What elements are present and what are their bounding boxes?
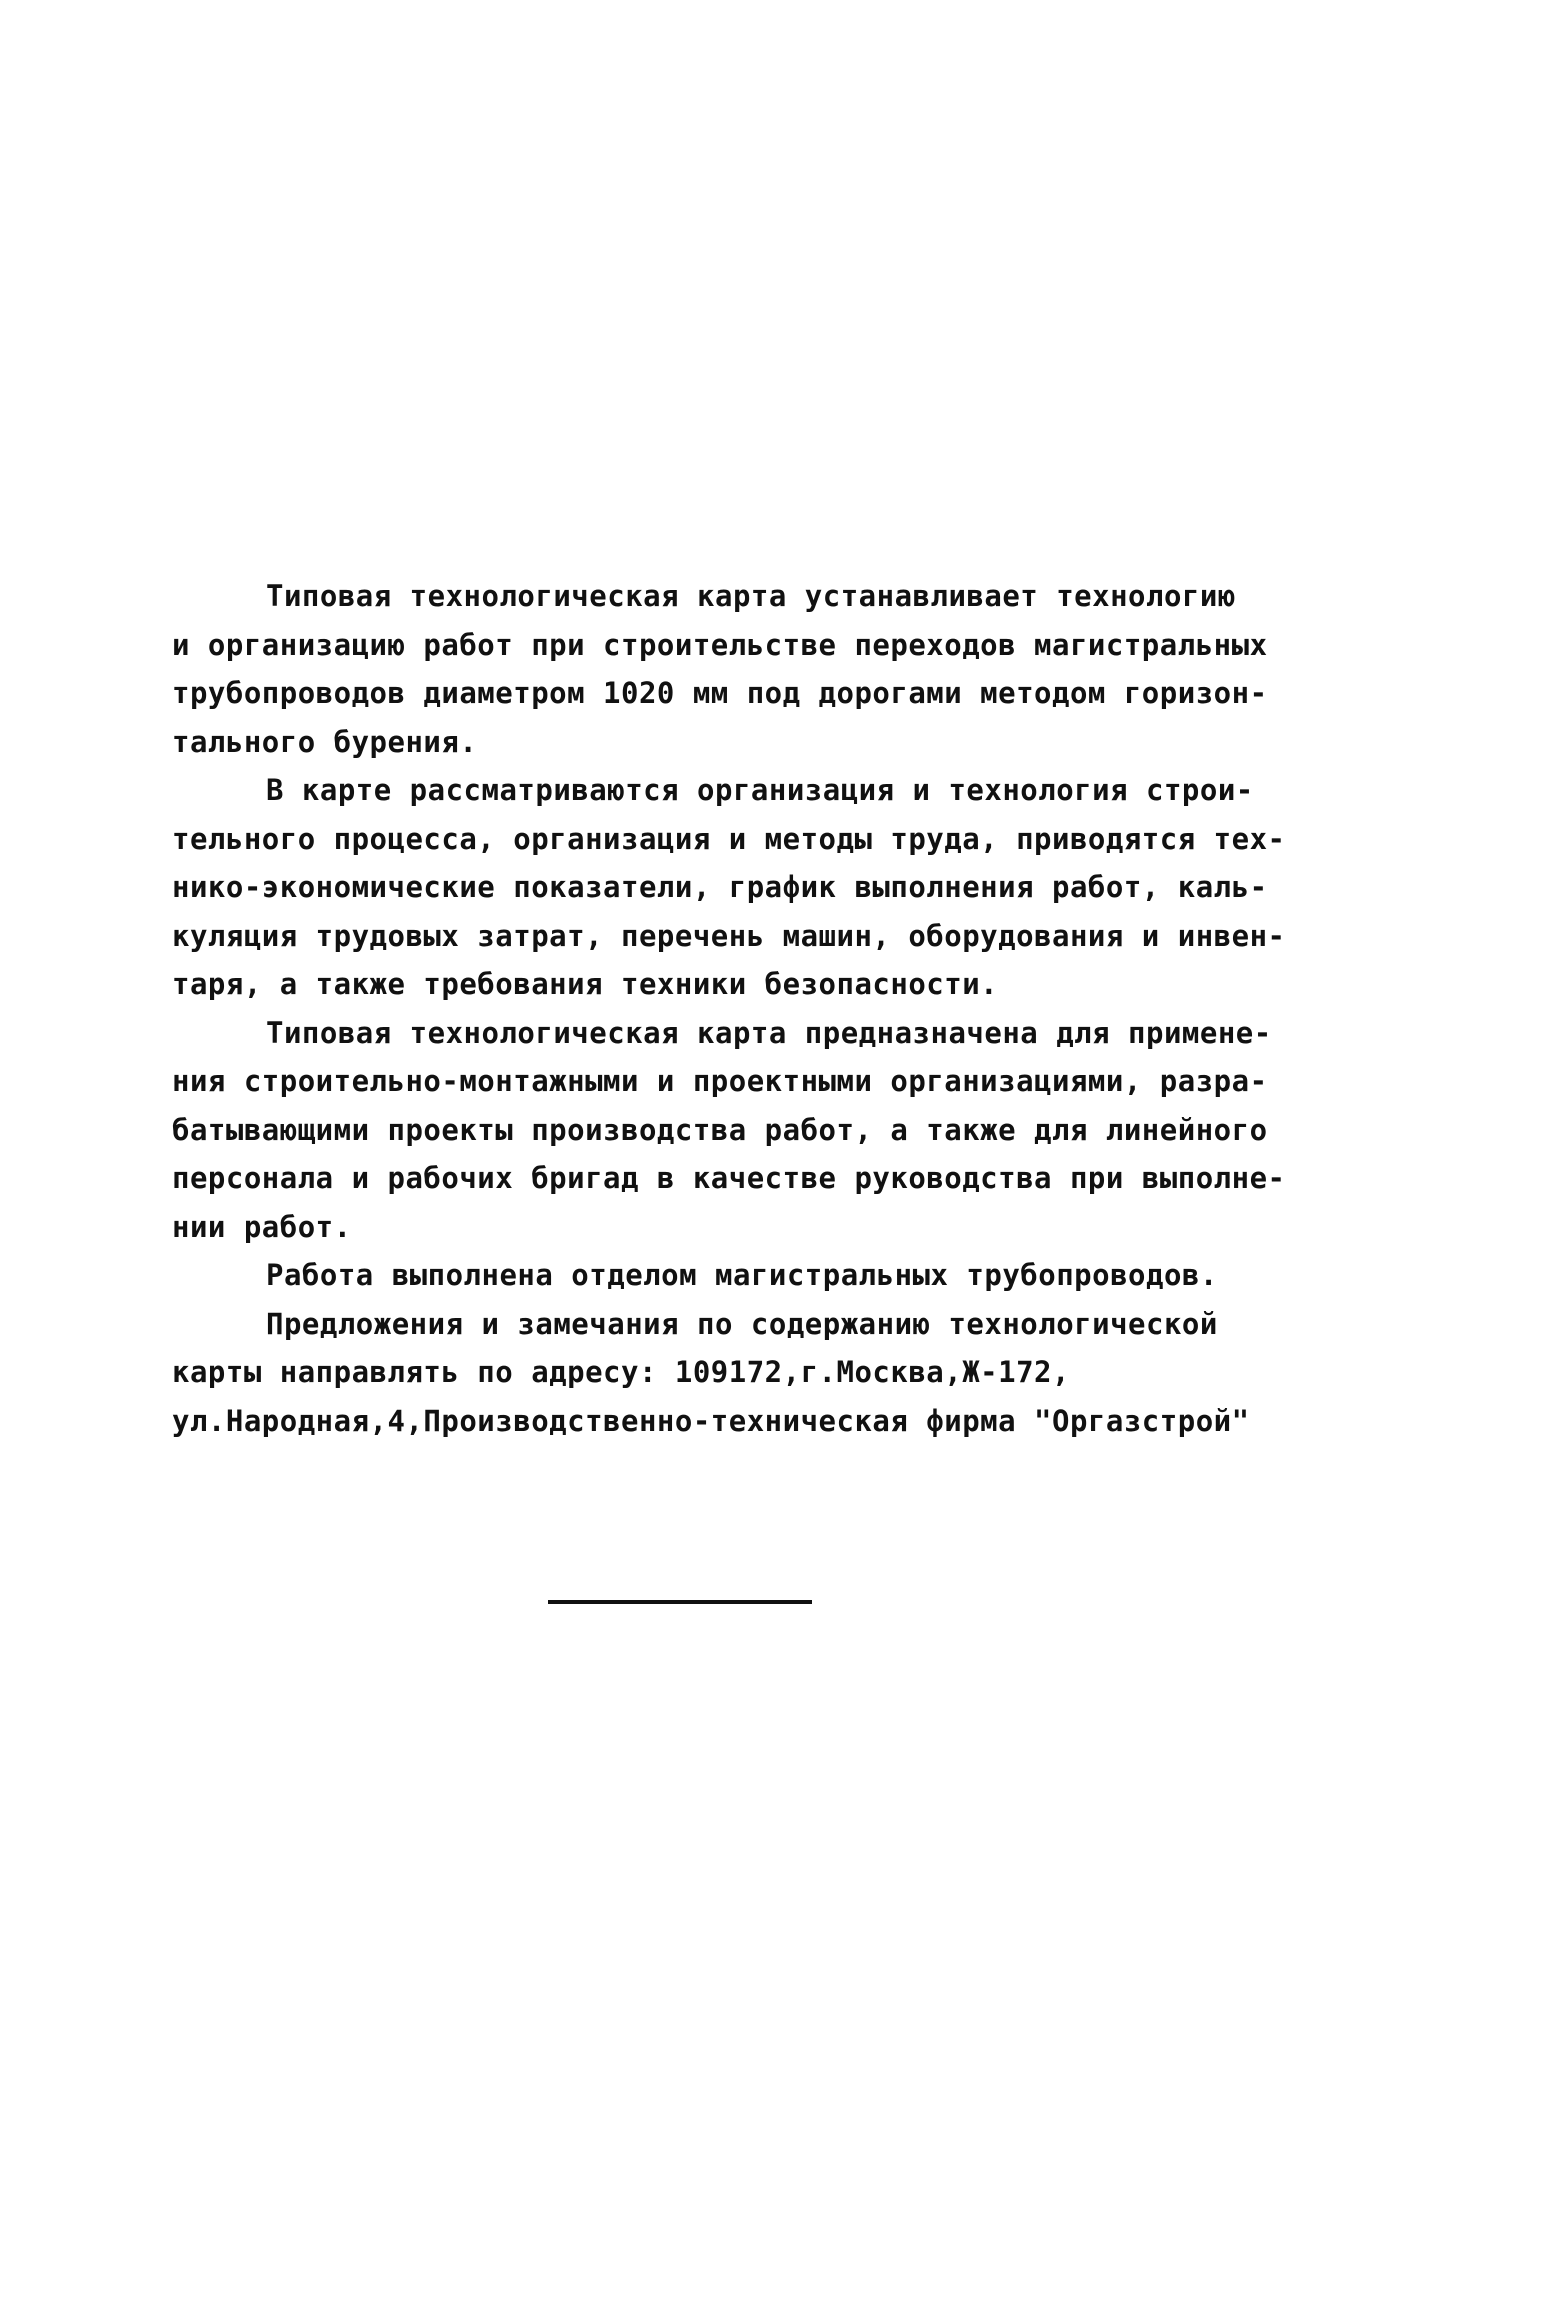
document-body (172, 572, 1412, 1445)
paragraph-1-line-4: тального бурения. (172, 724, 478, 759)
paragraph-5-line-2: карты направлять по адресу: 109172,г.Москва,Ж-172, (172, 1355, 1070, 1389)
paragraph-5-line-3: ул.Народная,4,Производственно-техническая фирма "Оргазстрой" (172, 1403, 1250, 1438)
paragraph-3-line-5: нии работ. (172, 1209, 352, 1244)
paragraph-2-line-3: нико-экономические показатели, график выполнения работ, каль- (172, 870, 1268, 904)
divider-line (548, 1600, 812, 1604)
paragraph-3-line-1: Типовая технологическая карта предназначена для примене- (266, 1015, 1272, 1050)
paragraph-2-line-4: куляция трудовых затрат, перечень машин, оборудования и инвен- (172, 918, 1286, 953)
paragraph-1-line-1: Типовая технологическая карта устанавливает технологию (266, 579, 1236, 613)
paragraph-5-line-1: Предложения и замечания по содержанию технологической (266, 1306, 1218, 1341)
paragraph-3-line-4: персонала и рабочих бригад в качестве руководства при выполне- (172, 1161, 1286, 1195)
paragraph-3-line-3: батывающими проекты производства работ, а также для линейного (172, 1112, 1268, 1147)
paragraph-2-line-2: тельного процесса, организация и методы труда, приводятся тех- (172, 821, 1286, 856)
paragraph-3-line-2: ния строительно-монтажными и проектными организациями, разра- (172, 1064, 1268, 1098)
paragraph-2-line-1: В карте рассматриваются организация и технология строи- (266, 773, 1254, 807)
paragraph-1-line-2: и организацию работ при строительстве переходов магистральных (172, 627, 1268, 662)
paragraph-1-line-3: трубопроводов диаметром 1020 мм под дорогами методом горизон- (172, 676, 1268, 710)
paragraph-2-line-5: таря, а также требования техники безопасности. (172, 967, 999, 1001)
paragraph-4-line-1: Работа выполнена отделом магистральных трубопроводов. (266, 1258, 1218, 1292)
